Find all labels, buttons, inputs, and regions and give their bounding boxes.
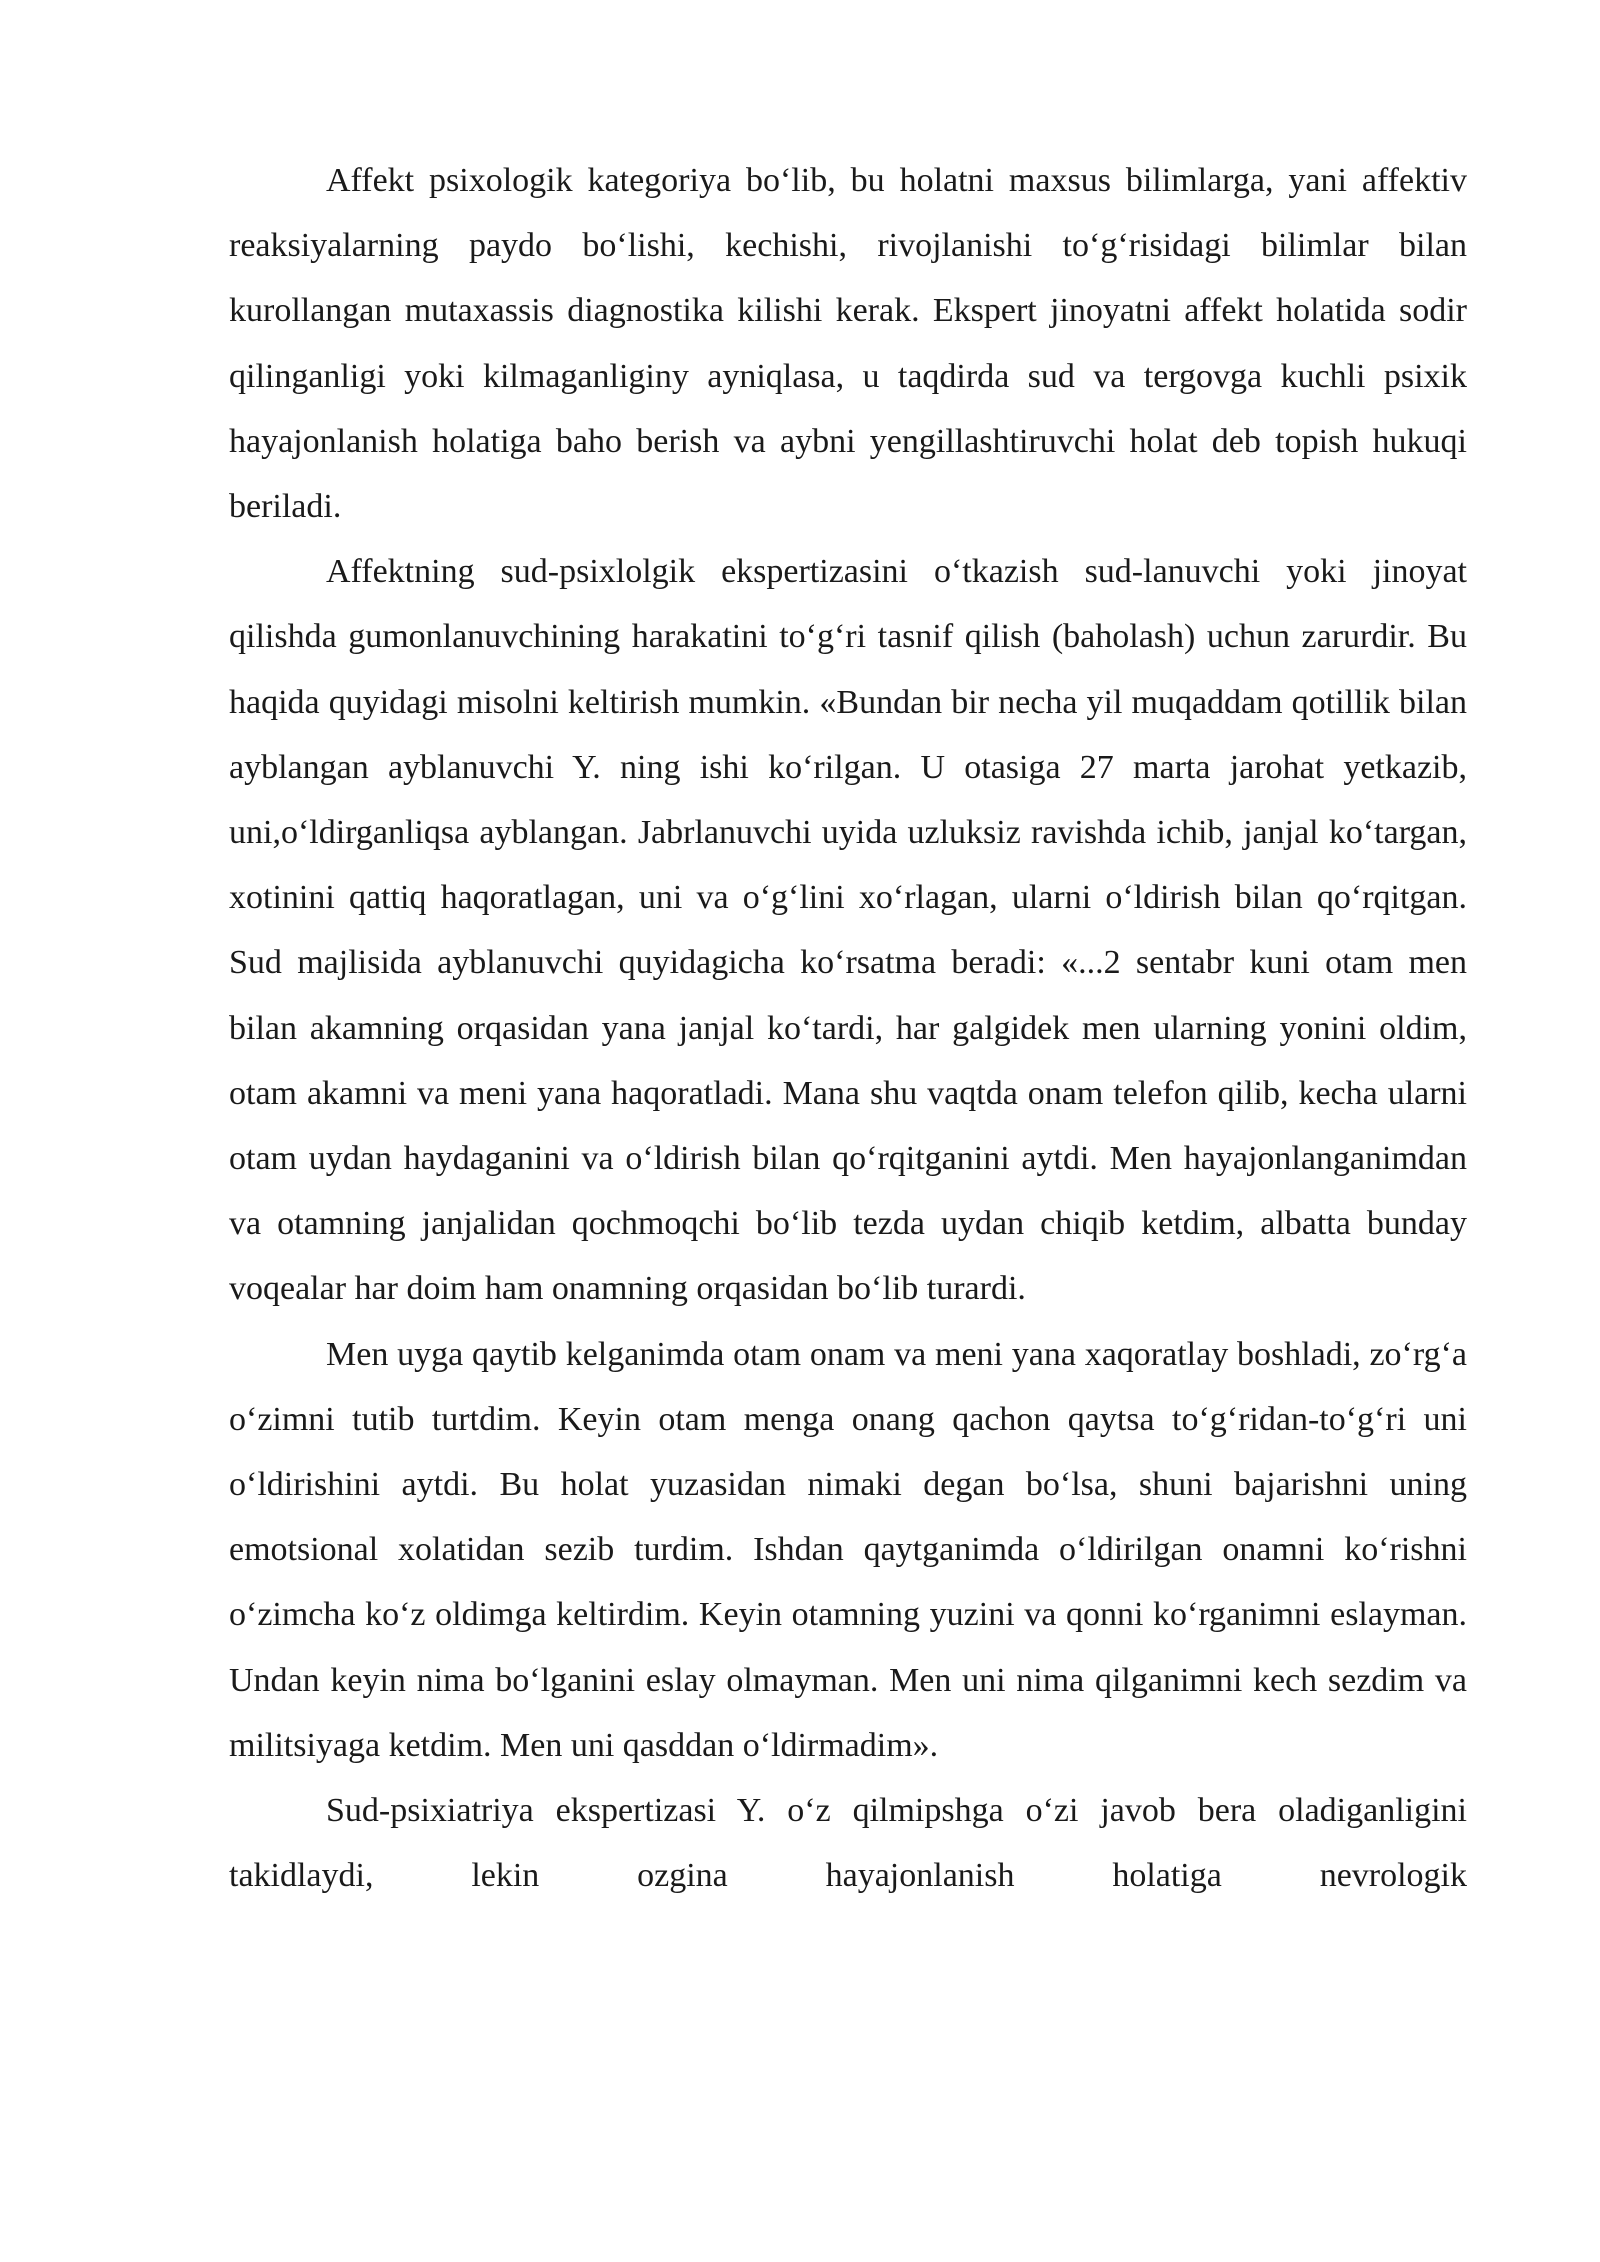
paragraph: Sud-psixiatriya ekspertizasi Y. oʻz qilmipshga oʻzi javob bera oladiganligini takidlaydi, lekin ozgina hayajonlanish holatiga nevrologik <box>229 1792 1467 1895</box>
body-text <box>229 148 1467 1908</box>
paragraph: Affekt psixologik kategoriya boʻlib, bu holatni maxsus bilimlarga, yani affektiv reaksiyalarning paydo boʻlishi, kechishi, rivojlanishi toʻgʻrisidagi bilimlar bilan kurollangan mutaxassis diagnostika kilishi kerak. Ekspert jinoyatni affekt holatida sodir qilinganligi yoki kilmaganliginy ayniqlasa, u taqdirda sud va tergovga kuchli psixik hayajonlanish holatiga baho berish va aybni yengillashtiruvchi holat deb topish hukuqi beriladi. <box>229 162 1467 526</box>
paragraph: Men uyga qaytib kelganimda otam onam va meni yana xaqoratlay boshladi, zoʻrgʻa oʻzimni tutib turtdim. Keyin otam menga onang qachon qaytsa toʻgʻridan-toʻgʻri uni oʻldirishini aytdi. Bu holat yuzasidan nimaki degan boʻlsa, shuni bajarishni uning emotsional xolatidan sezib turdim. Ishdan qaytganimda oʻldirilgan onamni koʻrishni oʻzimcha koʻz oldimga keltirdim. Keyin otamning yuzini va qonni koʻrganimni eslayman. Undan keyin nima boʻlganini eslay olmayman. Men uni nima qilganimni kech sezdim va militsiyaga ketdim. Men uni qasddan oʻldirmadim». <box>229 1335 1467 1764</box>
paragraph: Affektning sud-psixlolgik ekspertizasini oʻtkazish sud-lanuvchi yoki jinoyat qilishda gumonlanuvchining harakatini toʻgʻri tasnif qilish (baholash) uchun zarurdir. Bu haqida quyidagi misolni keltirish mumkin. «Bundan bir necha yil muqaddam qotillik bilan ayblangan ayblanuvchi Y. ning ishi koʻrilgan. U otasiga 27 marta jarohat yetkazib, uni,oʻldirganliqsa ayblangan. Jabrlanuvchi uyida uzluksiz ravishda ichib, janjal koʻtargan, xotinini qattiq haqoratlagan, uni va oʻgʻlini xoʻrlagan, ularni oʻldirish bilan qoʻrqitgan. Sud majlisida ayblanuvchi quyidagicha koʻrsatma beradi: «...2 sentabr kuni otam men bilan akamning orqasidan yana janjal koʻtardi, har galgidek men ularning yonini oldim, otam akamni va meni yana haqoratladi. Mana shu vaqtda onam telefon qilib, kecha ularni otam uydan haydaganini va oʻldirish bilan qoʻrqitganini aytdi. Men hayajonlanganimdan va otamning janjalidan qochmoqchi boʻlib tezda uydan chiqib ketdim, albatta bunday voqealar har doim ham onamning orqasidan boʻlib turardi. <box>229 553 1467 1308</box>
